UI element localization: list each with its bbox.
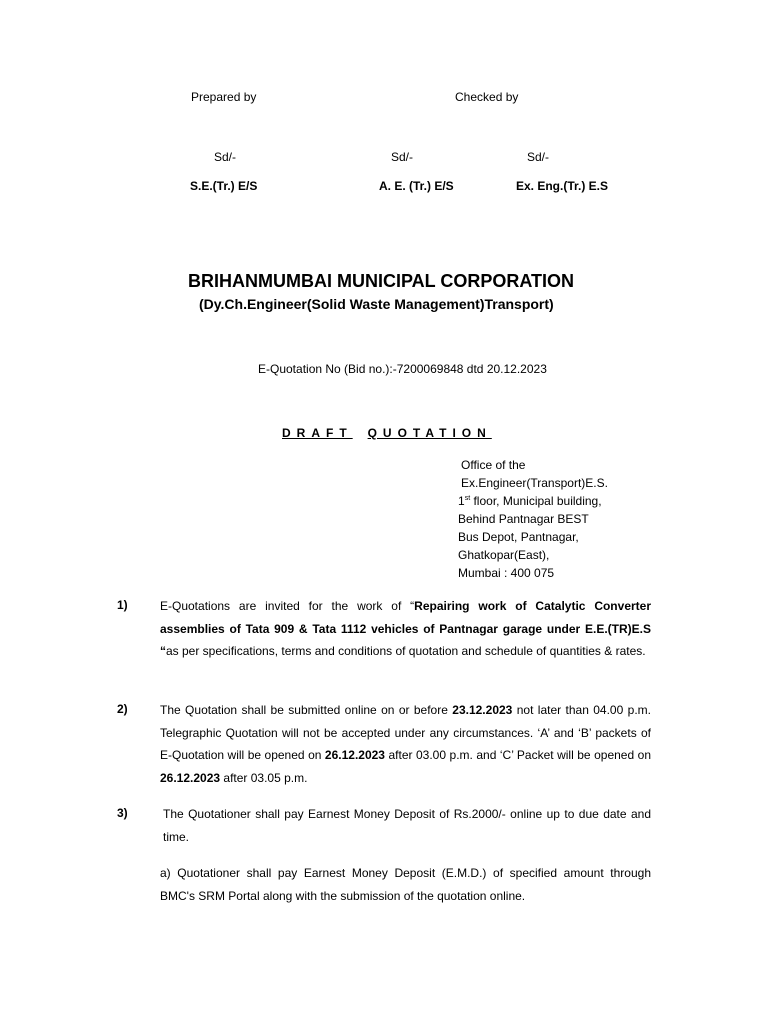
quotation-number: E-Quotation No (Bid no.):-7200069848 dtd 20.12.2023 <box>258 362 547 376</box>
page-subtitle: (Dy.Ch.Engineer(Solid Waste Management)Transport) <box>199 296 554 312</box>
office-address <box>458 456 608 582</box>
signature-role-se: S.E.(Tr.) E/S <box>190 179 258 193</box>
item-number-3: 3) <box>117 806 128 820</box>
signature-sd-2: Sd/- <box>391 150 414 164</box>
prepared-by-label: Prepared by <box>191 90 257 104</box>
address-line-1: Office of the <box>461 458 526 472</box>
address-line-4: Behind Pantnagar BEST <box>458 512 589 526</box>
address-line-3: 1st floor, Municipal building, <box>458 494 602 508</box>
signature-sd-1: Sd/- <box>214 150 237 164</box>
signature-role-ee: Ex. Eng.(Tr.) E.S <box>516 179 609 193</box>
address-line-6: Ghatkopar(East), <box>458 548 550 562</box>
item-paragraph-1: E-Quotations are invited for the work of “Repairing work of Catalytic Converter assemblies of Tata 909 & Tata 1112 vehicles of Pantnagar garage under E.E.(TR)E.S “as per specifications, terms and conditions of quotation and schedule of quantities & rates. <box>160 599 651 658</box>
quotation-word: QUOTATION <box>367 426 492 440</box>
address-line-2: Ex.Engineer(Transport)E.S. <box>461 476 608 490</box>
address-line-5: Bus Depot, Pantnagar, <box>458 530 579 544</box>
checked-by-label: Checked by <box>455 90 519 104</box>
item-number-1: 1) <box>117 598 128 612</box>
item-number-2: 2) <box>117 702 128 716</box>
draft-quotation-heading <box>282 424 492 442</box>
item-paragraph-3: The Quotationer shall pay Earnest Money Deposit of Rs.2000/- online up to due date and time. <box>163 807 651 844</box>
signature-sd-3: Sd/- <box>527 150 550 164</box>
signature-role-ae: A. E. (Tr.) E/S <box>379 179 454 193</box>
item-paragraph-3a: a) Quotationer shall pay Earnest Money Deposit (E.M.D.) of specified amount through BMC's SRM Portal along with the submission of the quotation online. <box>160 866 651 903</box>
page-title: BRIHANMUMBAI MUNICIPAL CORPORATION <box>188 271 574 291</box>
address-line-7: Mumbai : 400 075 <box>458 566 555 580</box>
item-paragraph-2: The Quotation shall be submitted online on or before 23.12.2023 not later than 04.00 p.m. Telegraphic Quotation will not be accepted under any circumstances. ‘A’ and ‘B’ packets of E-Quotation will be opened on 26.12.2023 after 03.00 p.m. and ‘C’ Packet will be opened on 26.12.2023 after 03.05 p.m. <box>160 703 652 785</box>
draft-word: DRAFT <box>282 426 353 440</box>
